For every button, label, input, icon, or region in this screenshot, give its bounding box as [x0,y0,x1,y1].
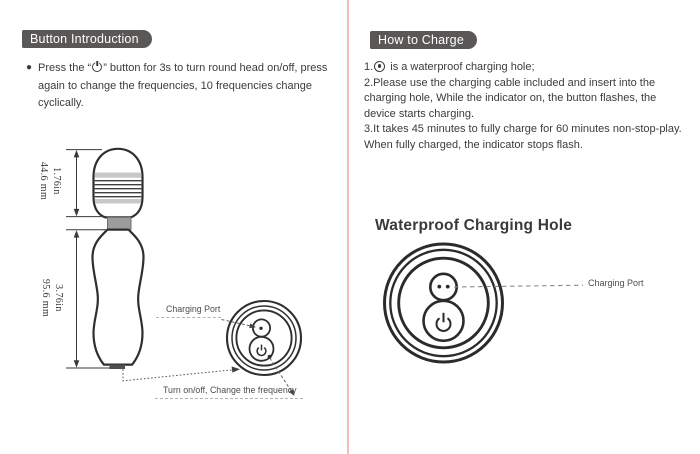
instruction-line: cyclically. [38,97,84,110]
instruction-line: again to change the frequencies, 10 frequencies change [38,79,312,92]
power-icon [92,62,102,72]
button-bottom-view [227,301,301,375]
charging-hole-icon [374,61,385,72]
wand-collar [108,217,132,229]
wand-device-drawing [93,149,144,369]
charging-steps [364,60,698,154]
bullet-icon: ● [26,62,33,73]
charging-hole-large [430,274,456,300]
section-header-label: Button Introduction [30,32,139,46]
section-header-button-introduction [22,30,152,48]
instruction-line: ● Press the “ ” button for 3s to turn round head on/off, press [26,59,346,78]
wand-head [94,149,143,218]
charging-port-label-left: Charging Port [166,304,221,314]
step-line: device starts charging. [364,107,475,120]
charging-port-label-right: Charging Port [588,278,644,288]
power-button-underline [155,398,303,399]
power-button-label: Turn on/off, Change the frequency [163,385,297,395]
step-line: 1. is a waterproof charging hole; [364,61,535,73]
charging-port-underline [156,317,221,318]
step-line: 2.Please use the charging cable included and insert into the [364,76,656,89]
wand-base-cap [110,365,126,369]
charging-port-leader-right [454,285,583,287]
column-divider [347,0,349,454]
step-line: charging hole, While the indicator on, the button flashes, the [364,92,657,105]
section-header-label: How to Charge [378,33,464,47]
body-dimension-label: 3.76in 95.6 mm [40,278,64,318]
button-instructions [26,59,346,113]
wand-body [93,230,144,365]
head-dimension-label: 1.76in 44.6 mm [38,161,62,201]
charging-hole-diagram [385,244,503,362]
section-header-how-to-charge [370,31,477,49]
step-line: 3.It takes 45 minutes to fully charge for 60 minutes non-stop-play. [364,123,682,136]
diagram-title: Waterproof Charging Hole [375,217,573,234]
bottom-view-leader [123,366,240,380]
step-line: When fully charged, the indicator stops flash. [364,138,583,151]
